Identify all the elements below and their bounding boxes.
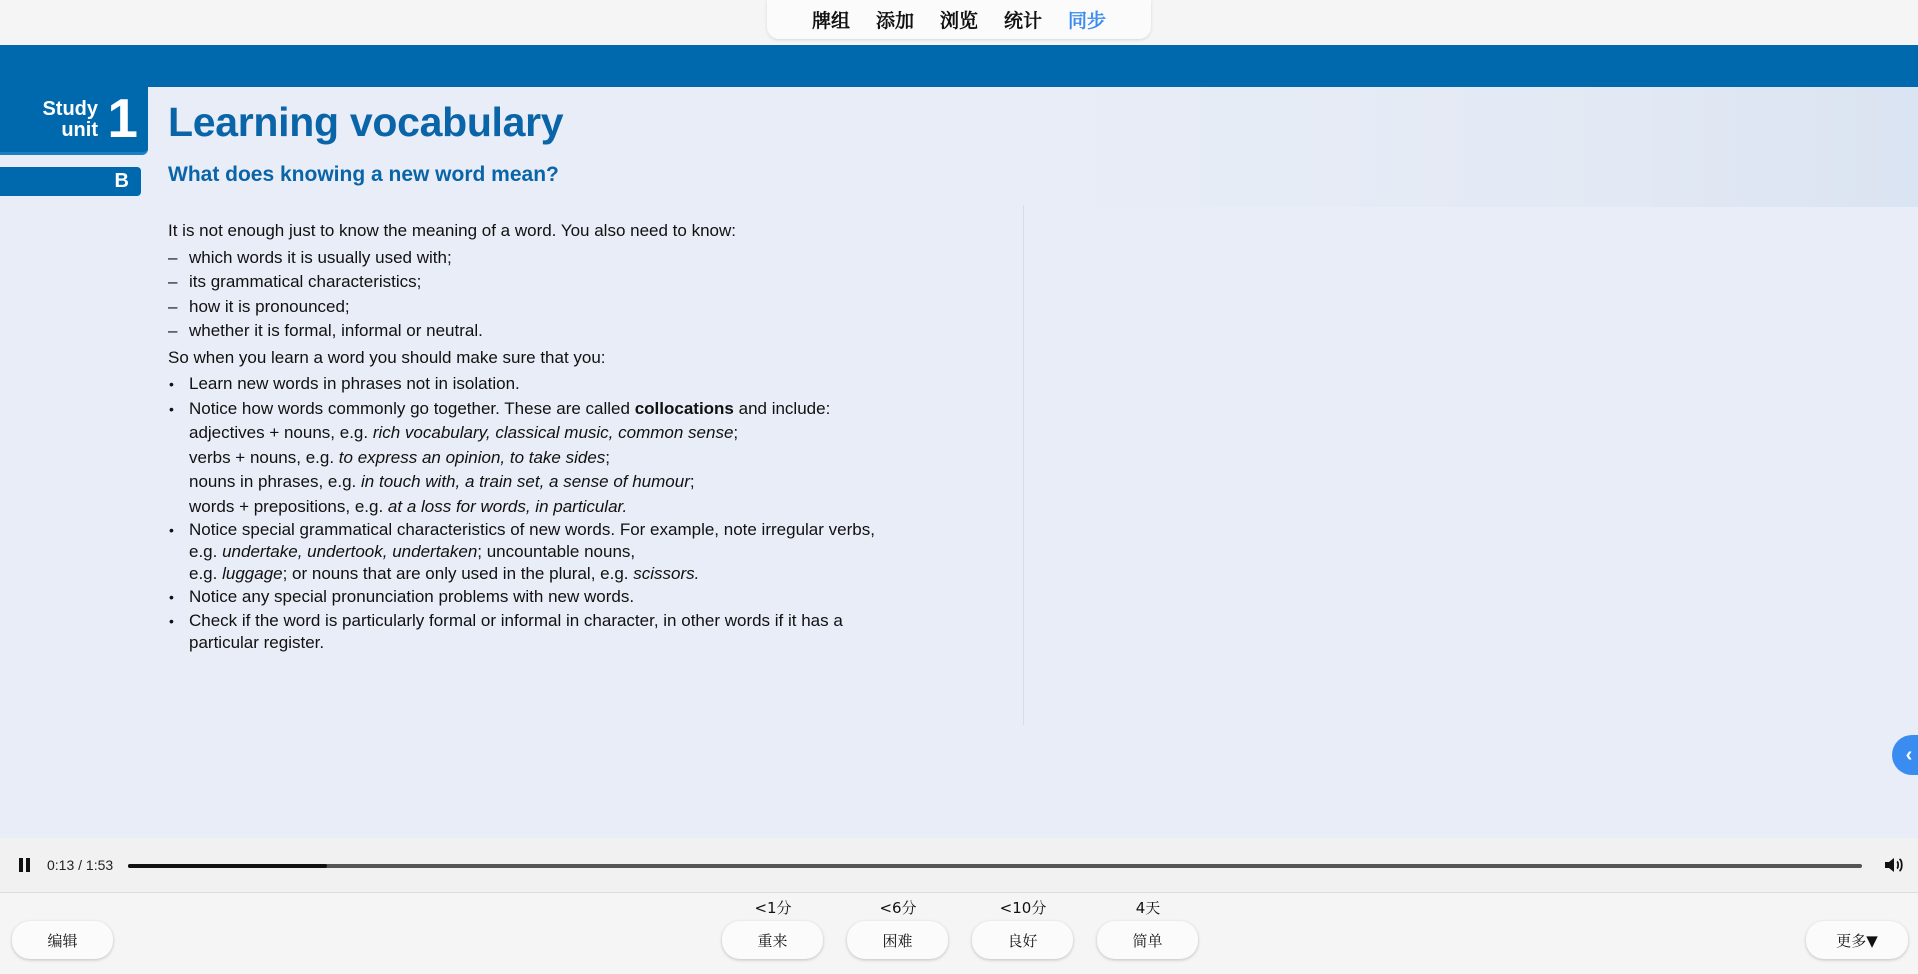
example: luggage (222, 564, 283, 583)
text: adjectives + nouns, e.g. (189, 423, 373, 442)
card-content (0, 45, 1918, 838)
card-body (168, 217, 888, 654)
audio-progress-track[interactable] (128, 864, 1862, 868)
section-letter: B (114, 170, 129, 192)
decorative-fade (1025, 87, 1918, 207)
unit-label-line2: unit (61, 119, 98, 141)
text-line: • Check if the word is particularly formal or informal in character, in other words if it has a (189, 610, 843, 630)
chevron-left-icon: ‹ (1905, 744, 1913, 766)
nav-decks[interactable]: 牌组 (811, 10, 850, 32)
good-button[interactable]: 良好 (972, 921, 1073, 959)
example: to express an opinion, to take sides (338, 447, 606, 467)
nav-pill (767, 0, 1151, 39)
text: Notice how words commonly go together. These are called (189, 398, 635, 418)
unit-badge (0, 87, 148, 155)
collocations-term: collocations (634, 398, 734, 418)
collocation-line (168, 446, 888, 471)
text: ; (605, 447, 611, 467)
dash-item: – whether it is formal, informal or neutral. (168, 319, 888, 344)
unit-label (42, 99, 98, 141)
example: scissors. (633, 564, 700, 583)
collocation-line (168, 495, 888, 520)
unit-label-line1: Study (42, 98, 98, 120)
section-badge (0, 167, 141, 196)
again-button[interactable]: 重来 (722, 921, 823, 959)
text-line: • Notice special grammatical characteristics of new words. For example, note irregular verbs, (189, 520, 875, 539)
example: in touch with, a train set, a sense of humour (361, 472, 690, 491)
good-interval: <10分 (999, 899, 1047, 917)
bullet-item-grammar (168, 519, 888, 585)
hard-interval: <6分 (879, 899, 917, 917)
intro-text: It is not enough just to know the meaning of a word. You also need to know: (168, 221, 736, 240)
volume-icon[interactable] (1883, 855, 1905, 875)
pause-icon[interactable] (19, 858, 31, 872)
nav-stats[interactable]: 统计 (1004, 10, 1043, 32)
easy-button[interactable]: 简单 (1097, 921, 1198, 959)
page-title: Learning vocabulary (168, 99, 564, 145)
text-line (189, 563, 888, 585)
text: ; or nouns that are only used in the plural, e.g. (282, 564, 634, 583)
again-interval: <1分 (754, 899, 792, 917)
column-divider (1023, 205, 1024, 725)
bullet-item: • Learn new words in phrases not in isolation. (168, 372, 888, 397)
text: e.g. (189, 542, 223, 561)
dash-item: – how it is pronounced; (168, 295, 888, 320)
text-line: particular register. (189, 632, 325, 652)
easy-interval: 4天 (1135, 899, 1161, 917)
collocation-line (168, 421, 888, 446)
text: words + prepositions, e.g. (189, 496, 388, 516)
nav-sync[interactable]: 同步 (1068, 10, 1107, 32)
header-band (0, 45, 1918, 87)
hard-button[interactable]: 困难 (847, 921, 948, 959)
answer-bar (0, 893, 1918, 974)
make-sure-text: So when you learn a word you should make sure that you: (168, 347, 606, 367)
top-nav (0, 0, 1918, 45)
example: undertake, undertook, undertaken (222, 542, 478, 561)
unit-number: 1 (107, 87, 138, 149)
text: and include: (733, 398, 831, 418)
dash-item: – its grammatical characteristics; (168, 270, 888, 295)
text-line (189, 541, 888, 563)
more-button[interactable]: 更多▼ (1806, 921, 1908, 959)
audio-player (0, 838, 1918, 893)
nav-browse[interactable]: 浏览 (939, 10, 978, 32)
text: verbs + nouns, e.g. (189, 447, 339, 467)
collocation-line (168, 470, 888, 495)
dash-item: – which words it is usually used with; (168, 246, 888, 271)
section-subtitle: What does knowing a new word mean? (168, 163, 559, 186)
text: e.g. (189, 564, 223, 583)
audio-progress-fill (128, 864, 327, 868)
text: nouns in phrases, e.g. (189, 472, 362, 491)
nav-add[interactable]: 添加 (875, 10, 914, 32)
audio-time: 0:13 / 1:53 (47, 857, 114, 873)
bullet-item-register (168, 610, 888, 654)
example: at a loss for words, in particular. (387, 496, 628, 516)
bullet-item-collocations (168, 397, 888, 422)
text: ; uncountable nouns, (477, 542, 636, 561)
edit-button[interactable]: 编辑 (12, 921, 113, 959)
text: ; (733, 423, 739, 442)
text: ; (689, 472, 695, 491)
bullet-item: • Notice any special pronunciation problems with new words. (168, 585, 888, 610)
example: rich vocabulary, classical music, common sense (372, 423, 734, 442)
side-panel-toggle[interactable] (1892, 735, 1918, 775)
